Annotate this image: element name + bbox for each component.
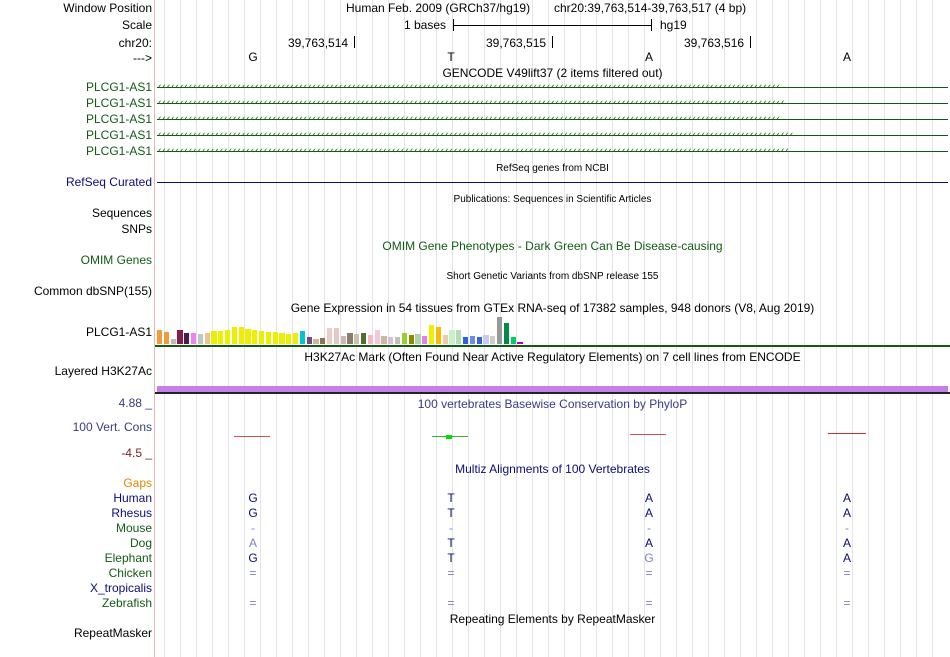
alignment-unaligned: = (843, 566, 851, 580)
alignment-unaligned: = (447, 566, 455, 580)
gencode-gene-label-4[interactable]: PLCG1-AS1 (85, 128, 152, 142)
species-label-x-tropicalis[interactable]: X_tropicalis (89, 581, 152, 595)
gtex-tissue-bar[interactable] (327, 328, 332, 344)
alignment-unaligned: = (645, 566, 653, 580)
alignment-base: G (248, 491, 258, 505)
dbsnp-track-label[interactable]: Common dbSNP(155) (33, 284, 152, 298)
alignment-unaligned: = (843, 596, 851, 610)
gtex-tissue-bar[interactable] (273, 332, 278, 344)
gtex-tissue-bar[interactable] (436, 327, 441, 344)
coord-label-1: 39,763,514 (288, 36, 349, 50)
chr-label: chr20: (118, 36, 152, 50)
gtex-tissue-bar[interactable] (490, 336, 495, 344)
species-label-elephant[interactable]: Elephant (104, 551, 152, 565)
gtex-tissue-bar[interactable] (456, 330, 461, 344)
gtex-tissue-bar[interactable] (517, 342, 522, 344)
gtex-tissue-bar[interactable] (504, 323, 509, 344)
gtex-tissue-bar[interactable] (477, 337, 482, 344)
gencode-gene-feature[interactable] (157, 131, 948, 140)
gtex-tissue-bar[interactable] (409, 335, 414, 344)
species-label-mouse[interactable]: Mouse (115, 521, 152, 535)
gtex-tissue-bar[interactable] (225, 330, 230, 344)
alignment-base-mismatch: G (644, 551, 654, 565)
coord-label-2: 39,763,515 (486, 36, 547, 50)
gtex-tissue-bar[interactable] (171, 339, 176, 344)
scale-text: 1 bases (404, 18, 447, 32)
repeatmasker-track-label[interactable]: RepeatMasker (73, 626, 152, 640)
gtex-baseline (155, 345, 950, 347)
alignment-gap: - (449, 521, 453, 535)
gtex-tissue-bar[interactable] (402, 333, 407, 344)
species-label-rhesus[interactable]: Rhesus (111, 506, 152, 520)
multiz-track-title: Multiz Alignments of 100 Vertebrates (455, 462, 650, 476)
scale-bar (453, 18, 652, 32)
gencode-gene-label-5[interactable]: PLCG1-AS1 (85, 144, 152, 158)
gtex-tissue-bar[interactable] (198, 334, 203, 344)
phylop-min-label: -4.5 _ (121, 446, 152, 460)
label-divider (154, 0, 155, 657)
alignment-base: A (644, 491, 653, 505)
alignment-unaligned: = (447, 596, 455, 610)
gtex-tissue-bar[interactable] (422, 336, 427, 344)
alignment-base: A (644, 506, 653, 520)
gtex-tissue-bar[interactable] (239, 327, 244, 344)
gtex-tissue-bar[interactable] (286, 334, 291, 344)
ref-base: A (644, 50, 653, 64)
species-label-zebrafish[interactable]: Zebrafish (101, 596, 152, 610)
phylop-score-peak (446, 435, 452, 439)
gtex-tissue-bar[interactable] (354, 334, 359, 344)
gencode-gene-feature[interactable] (157, 99, 948, 108)
refseq-gene-line[interactable] (157, 182, 948, 183)
gtex-gene-label[interactable]: PLCG1-AS1 (85, 325, 152, 339)
gtex-tissue-bar[interactable] (191, 333, 196, 344)
gencode-gene-feature[interactable] (157, 115, 948, 124)
ref-base: G (248, 50, 258, 64)
coord-tick (750, 36, 751, 48)
gencode-gene-label-1[interactable]: PLCG1-AS1 (85, 80, 152, 94)
gtex-tissue-bar[interactable] (443, 335, 448, 344)
alignment-unaligned: = (249, 596, 257, 610)
gtex-tissue-bar[interactable] (361, 333, 366, 344)
gtex-tissue-bar[interactable] (232, 327, 237, 344)
gtex-tissue-bar[interactable] (368, 335, 373, 344)
alignment-gap: - (845, 521, 849, 535)
gtex-tissue-bar[interactable] (211, 331, 216, 344)
alignment-base: A (842, 506, 851, 520)
alignment-base: A (842, 536, 851, 550)
strand-label: ---> (133, 51, 152, 65)
omim-track-label[interactable]: OMIM Genes (80, 253, 152, 267)
ref-base: A (842, 50, 851, 64)
gtex-tissue-bar[interactable] (429, 325, 434, 344)
alignment-base-mismatch: A (248, 536, 257, 550)
snps-track-label[interactable]: SNPs (121, 222, 152, 236)
alignment-base: T (447, 491, 455, 505)
refseq-track-title: RefSeq genes from NCBI (496, 163, 609, 174)
gtex-tissue-bar[interactable] (266, 332, 271, 344)
coord-tick (552, 36, 553, 48)
gtex-tissue-bar[interactable] (184, 333, 189, 344)
alignment-base: T (447, 506, 455, 520)
gtex-tissue-bar[interactable] (483, 335, 488, 344)
gtex-tissue-bar[interactable] (375, 330, 380, 344)
alignment-gap: - (251, 521, 255, 535)
alignment-base: T (447, 536, 455, 550)
gtex-tissue-bar[interactable] (470, 336, 475, 344)
species-label-human[interactable]: Human (113, 491, 152, 505)
phylop-score-mark (234, 436, 270, 437)
gtex-tissue-bar[interactable] (252, 330, 257, 344)
gtex-tissue-bar[interactable] (415, 334, 420, 344)
gtex-tissue-bar[interactable] (449, 330, 454, 344)
db-label: hg19 (660, 18, 687, 32)
phylop-score-mark (630, 434, 666, 435)
gtex-tissue-bar[interactable] (511, 337, 516, 344)
gtex-tissue-bar[interactable] (177, 330, 182, 344)
phylop-track-label[interactable]: 100 Vert. Cons (72, 420, 152, 434)
gtex-tissue-bar[interactable] (320, 338, 325, 344)
gtex-tissue-bar[interactable] (313, 339, 318, 344)
gtex-tissue-bar[interactable] (300, 331, 305, 344)
gtex-tissue-bar[interactable] (347, 333, 352, 344)
repeatmasker-track-title: Repeating Elements by RepeatMasker (449, 612, 656, 626)
gencode-gene-feature[interactable] (157, 83, 948, 92)
gtex-tissue-bar[interactable] (259, 331, 264, 344)
gencode-gene-feature[interactable] (157, 147, 948, 156)
publications-track-title: Publications: Sequences in Scientific Articles (453, 194, 652, 205)
refseq-track-label[interactable]: RefSeq Curated (65, 175, 152, 189)
h3k27ac-baseline (155, 392, 950, 394)
gtex-tissue-bar[interactable] (341, 336, 346, 344)
alignment-base: G (248, 506, 258, 520)
gtex-tissue-bar[interactable] (157, 330, 162, 344)
scale-label: Scale (121, 18, 152, 32)
gtex-expression-bars[interactable] (157, 314, 557, 344)
alignment-unaligned: = (249, 566, 257, 580)
h3k27ac-track-title: H3K27Ac Mark (Often Found Near Active Regulatory Elements) on 7 cell lines from ENCODE (304, 350, 801, 364)
gencode-gene-label-2[interactable]: PLCG1-AS1 (85, 96, 152, 110)
omim-track-title: OMIM Gene Phenotypes - Dark Green Can Be Disease-causing (382, 239, 723, 253)
ref-base: T (447, 50, 455, 64)
gtex-tissue-bar[interactable] (497, 317, 502, 344)
gtex-tissue-bar[interactable] (307, 337, 312, 344)
gtex-tissue-bar[interactable] (381, 336, 386, 344)
gaps-label: Gaps (123, 476, 152, 490)
gtex-track-title: Gene Expression in 54 tissues from GTEx RNA-seq of 17382 samples, 948 donors (V8, Aug 2019) (290, 301, 815, 315)
window-position-label: Window Position (63, 1, 152, 15)
phylop-score-mark (828, 433, 866, 434)
sequences-track-label[interactable]: Sequences (91, 206, 152, 220)
position-readout: chr20:39,763,514-39,763,517 (4 bp) (554, 1, 747, 15)
alignment-base: G (248, 551, 258, 565)
gtex-tissue-bar[interactable] (279, 333, 284, 344)
gtex-tissue-bar[interactable] (293, 333, 298, 344)
gtex-tissue-bar[interactable] (463, 337, 468, 344)
species-label-dog[interactable]: Dog (129, 536, 152, 550)
alignment-gap: - (647, 521, 651, 535)
dbsnp-track-title: Short Genetic Variants from dbSNP release 155 (446, 271, 659, 282)
h3k27ac-track-label[interactable]: Layered H3K27Ac (54, 364, 152, 378)
coord-tick (354, 36, 355, 48)
gtex-tissue-bar[interactable] (205, 333, 210, 344)
gtex-tissue-bar[interactable] (218, 331, 223, 344)
coord-label-3: 39,763,516 (684, 36, 745, 50)
species-label-chicken[interactable]: Chicken (108, 566, 152, 580)
alignment-base: A (842, 551, 851, 565)
gtex-tissue-bar[interactable] (245, 329, 250, 344)
gencode-gene-label-3[interactable]: PLCG1-AS1 (85, 112, 152, 126)
alignment-base: A (644, 536, 653, 550)
alignment-base: T (447, 551, 455, 565)
gencode-track-title: GENCODE V49lift37 (2 items filtered out) (442, 66, 663, 80)
gtex-tissue-bar[interactable] (164, 332, 169, 344)
gtex-tissue-bar[interactable] (334, 328, 339, 344)
phylop-track-title: 100 vertebrates Basewise Conservation by PhyloP (417, 397, 688, 411)
assembly-label: Human Feb. 2009 (GRCh37/hg19) (346, 1, 531, 15)
alignment-base: A (842, 491, 851, 505)
alignment-unaligned: = (645, 596, 653, 610)
gtex-tissue-bar[interactable] (395, 337, 400, 344)
gtex-tissue-bar[interactable] (388, 337, 393, 344)
phylop-max-label: 4.88 _ (118, 396, 152, 410)
